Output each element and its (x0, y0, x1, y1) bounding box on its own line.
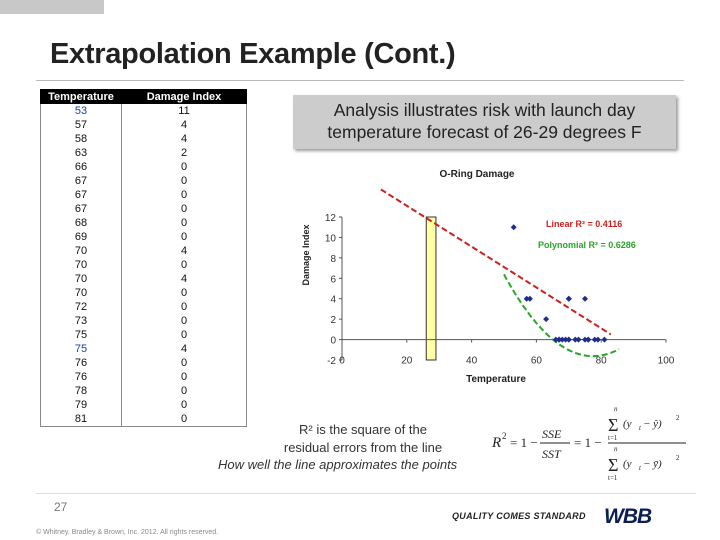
company-tagline: QUALITY COMES STANDARD (452, 511, 586, 521)
temperature-cell: 69 (41, 230, 122, 244)
y-tick-label: 0 (330, 335, 336, 347)
table-row (41, 398, 247, 412)
table-row (41, 286, 247, 300)
r-squared-formula (490, 405, 690, 485)
o-ring-damage-chart (300, 160, 690, 400)
copyright-text: © Whitney, Bradley & Brown, Inc. 2012. All rights reserved. (36, 529, 219, 536)
temperature-cell: 70 (41, 286, 122, 300)
table-row (41, 356, 247, 370)
data-point (527, 296, 533, 302)
damage-index-cell: 0 (122, 160, 247, 174)
temperature-cell: 53 (41, 104, 122, 119)
formula-eq-1: = 1 − (510, 435, 538, 450)
table-row (41, 132, 247, 146)
formula-den-sq: 2 (676, 454, 680, 462)
formula-sum-t-bottom: t=1 (608, 474, 618, 482)
x-tick-label: 80 (595, 355, 607, 367)
table-row (41, 188, 247, 202)
legend-polynomial-r2: Polynomial R² = 0.6286 (538, 240, 636, 250)
damage-index-cell: 11 (122, 104, 247, 119)
r-squared-explanation (218, 421, 464, 472)
data-point (566, 296, 572, 302)
formula-sigma-bottom: Σ (608, 455, 619, 475)
wbb-logo: WBB (604, 505, 652, 528)
data-point (582, 296, 588, 302)
damage-index-cell: 0 (122, 398, 247, 412)
temperature-cell: 76 (41, 370, 122, 384)
column-header-temperature: Temperature (41, 90, 122, 104)
top-accent-bar (0, 0, 104, 14)
formula-den-term-2: − ȳ) (643, 458, 662, 470)
temperature-cell: 70 (41, 272, 122, 286)
damage-index-cell: 4 (122, 118, 247, 132)
linear-trendline (381, 189, 611, 334)
table-row (41, 370, 247, 384)
damage-index-cell: 0 (122, 300, 247, 314)
callout-line-2: temperature forecast of 26-29 degrees F (327, 122, 642, 142)
formula-num-sq: 2 (676, 414, 680, 422)
formula-sum-t-top: t=1 (608, 434, 618, 442)
formula-sum-n-top: n (614, 405, 618, 413)
temperature-cell: 67 (41, 174, 122, 188)
r2-line-3: How well the line approximates the points (218, 457, 458, 472)
formula-sigma-top: Σ (608, 415, 619, 435)
table-row (41, 328, 247, 342)
damage-index-cell: 0 (122, 188, 247, 202)
damage-index-cell: 0 (122, 202, 247, 216)
r2-line-2: residual errors from the line (283, 439, 443, 455)
y-tick-label: 2 (330, 315, 336, 327)
y-tick-label: 12 (324, 213, 336, 224)
formula-num-sub: t (639, 424, 641, 432)
x-tick-label: 100 (657, 355, 675, 367)
formula-num-term: (y (623, 418, 632, 430)
table-row (41, 104, 247, 119)
damage-index-cell: 4 (122, 342, 247, 356)
data-point (566, 337, 572, 343)
temperature-cell: 79 (41, 398, 122, 412)
y-tick-label: 6 (330, 274, 336, 286)
temperature-cell: 78 (41, 384, 122, 398)
x-axis-title: Temperature (466, 374, 526, 385)
damage-index-cell: 0 (122, 370, 247, 384)
formula-sst: SST (542, 447, 561, 461)
legend-linear-r2: Linear R² = 0.4116 (546, 219, 623, 229)
table-row (41, 146, 247, 160)
temperature-cell: 76 (41, 356, 122, 370)
x-tick-label: 20 (401, 355, 413, 367)
damage-index-cell: 0 (122, 286, 247, 300)
x-tick-label: 60 (530, 355, 542, 367)
temperature-cell: 66 (41, 160, 122, 174)
damage-index-cell: 0 (122, 230, 247, 244)
y-axis-title: Damage Index (301, 224, 311, 286)
y-tick-label: 4 (330, 294, 336, 306)
y-tick-label: -2 (327, 356, 336, 367)
temperature-cell: 72 (41, 300, 122, 314)
table-row (41, 230, 247, 244)
temperature-cell: 68 (41, 216, 122, 230)
y-tick-label: 8 (330, 253, 336, 265)
formula-sum-n-bottom: n (614, 445, 618, 453)
launch-temperature-band (426, 217, 436, 360)
damage-index-cell: 4 (122, 272, 247, 286)
damage-index-cell: 0 (122, 328, 247, 342)
table-row (41, 412, 247, 427)
temperature-cell: 67 (41, 202, 122, 216)
formula-r-sup: 2 (502, 431, 507, 441)
temperature-cell: 58 (41, 132, 122, 146)
data-point (543, 316, 549, 322)
data-point (585, 337, 591, 343)
damage-index-cell: 0 (122, 412, 247, 427)
damage-index-cell: 0 (122, 384, 247, 398)
table-row (41, 202, 247, 216)
table-row (41, 384, 247, 398)
damage-index-cell: 0 (122, 216, 247, 230)
table-row (41, 300, 247, 314)
column-header-damage-index: Damage Index (122, 90, 247, 104)
y-tick-label: 10 (324, 233, 336, 245)
temperature-cell: 70 (41, 244, 122, 258)
table-row (41, 314, 247, 328)
slide-title: Extrapolation Example (Cont.) (50, 38, 456, 70)
damage-index-cell: 4 (122, 132, 247, 146)
temperature-cell: 67 (41, 188, 122, 202)
damage-index-cell: 0 (122, 314, 247, 328)
damage-index-cell: 0 (122, 174, 247, 188)
table-header-row (41, 90, 247, 104)
table-row (41, 272, 247, 286)
table-row (41, 174, 247, 188)
x-tick-label: 40 (466, 355, 478, 367)
table-row (41, 216, 247, 230)
formula-num-term-2: − ŷ) (643, 418, 662, 430)
chart-title: O-Ring Damage (439, 169, 515, 180)
damage-index-cell: 4 (122, 244, 247, 258)
data-point (576, 337, 582, 343)
temperature-damage-table (40, 89, 247, 427)
data-point (595, 337, 601, 343)
x-tick-label: 0 (339, 355, 345, 367)
table-row (41, 342, 247, 356)
title-divider (36, 80, 684, 81)
formula-r: R (492, 435, 502, 451)
polynomial-trendline (504, 274, 619, 356)
damage-index-cell: 0 (122, 356, 247, 370)
footer-divider (36, 493, 696, 494)
analysis-callout (293, 95, 676, 149)
formula-den-sub: t (639, 464, 641, 472)
temperature-cell: 63 (41, 146, 122, 160)
temperature-cell: 75 (41, 328, 122, 342)
damage-index-cell: 0 (122, 258, 247, 272)
table-body (41, 104, 247, 427)
table-row (41, 244, 247, 258)
table-row (41, 118, 247, 132)
temperature-cell: 57 (41, 118, 122, 132)
formula-sse: SSE (542, 427, 562, 441)
data-point (511, 224, 517, 230)
temperature-cell: 75 (41, 342, 122, 356)
data-point (601, 337, 607, 343)
formula-den-term: (y (623, 458, 632, 470)
temperature-cell: 70 (41, 258, 122, 272)
table-row (41, 258, 247, 272)
damage-index-cell: 2 (122, 146, 247, 160)
page-number: 27 (54, 500, 68, 514)
temperature-cell: 73 (41, 314, 122, 328)
formula-eq-2: = 1 − (574, 435, 602, 450)
r2-line-1: R² is the square of the (299, 422, 427, 437)
callout-line-1: Analysis illustrates risk with launch day (333, 100, 636, 120)
table-row (41, 160, 247, 174)
temperature-cell: 81 (41, 412, 122, 427)
